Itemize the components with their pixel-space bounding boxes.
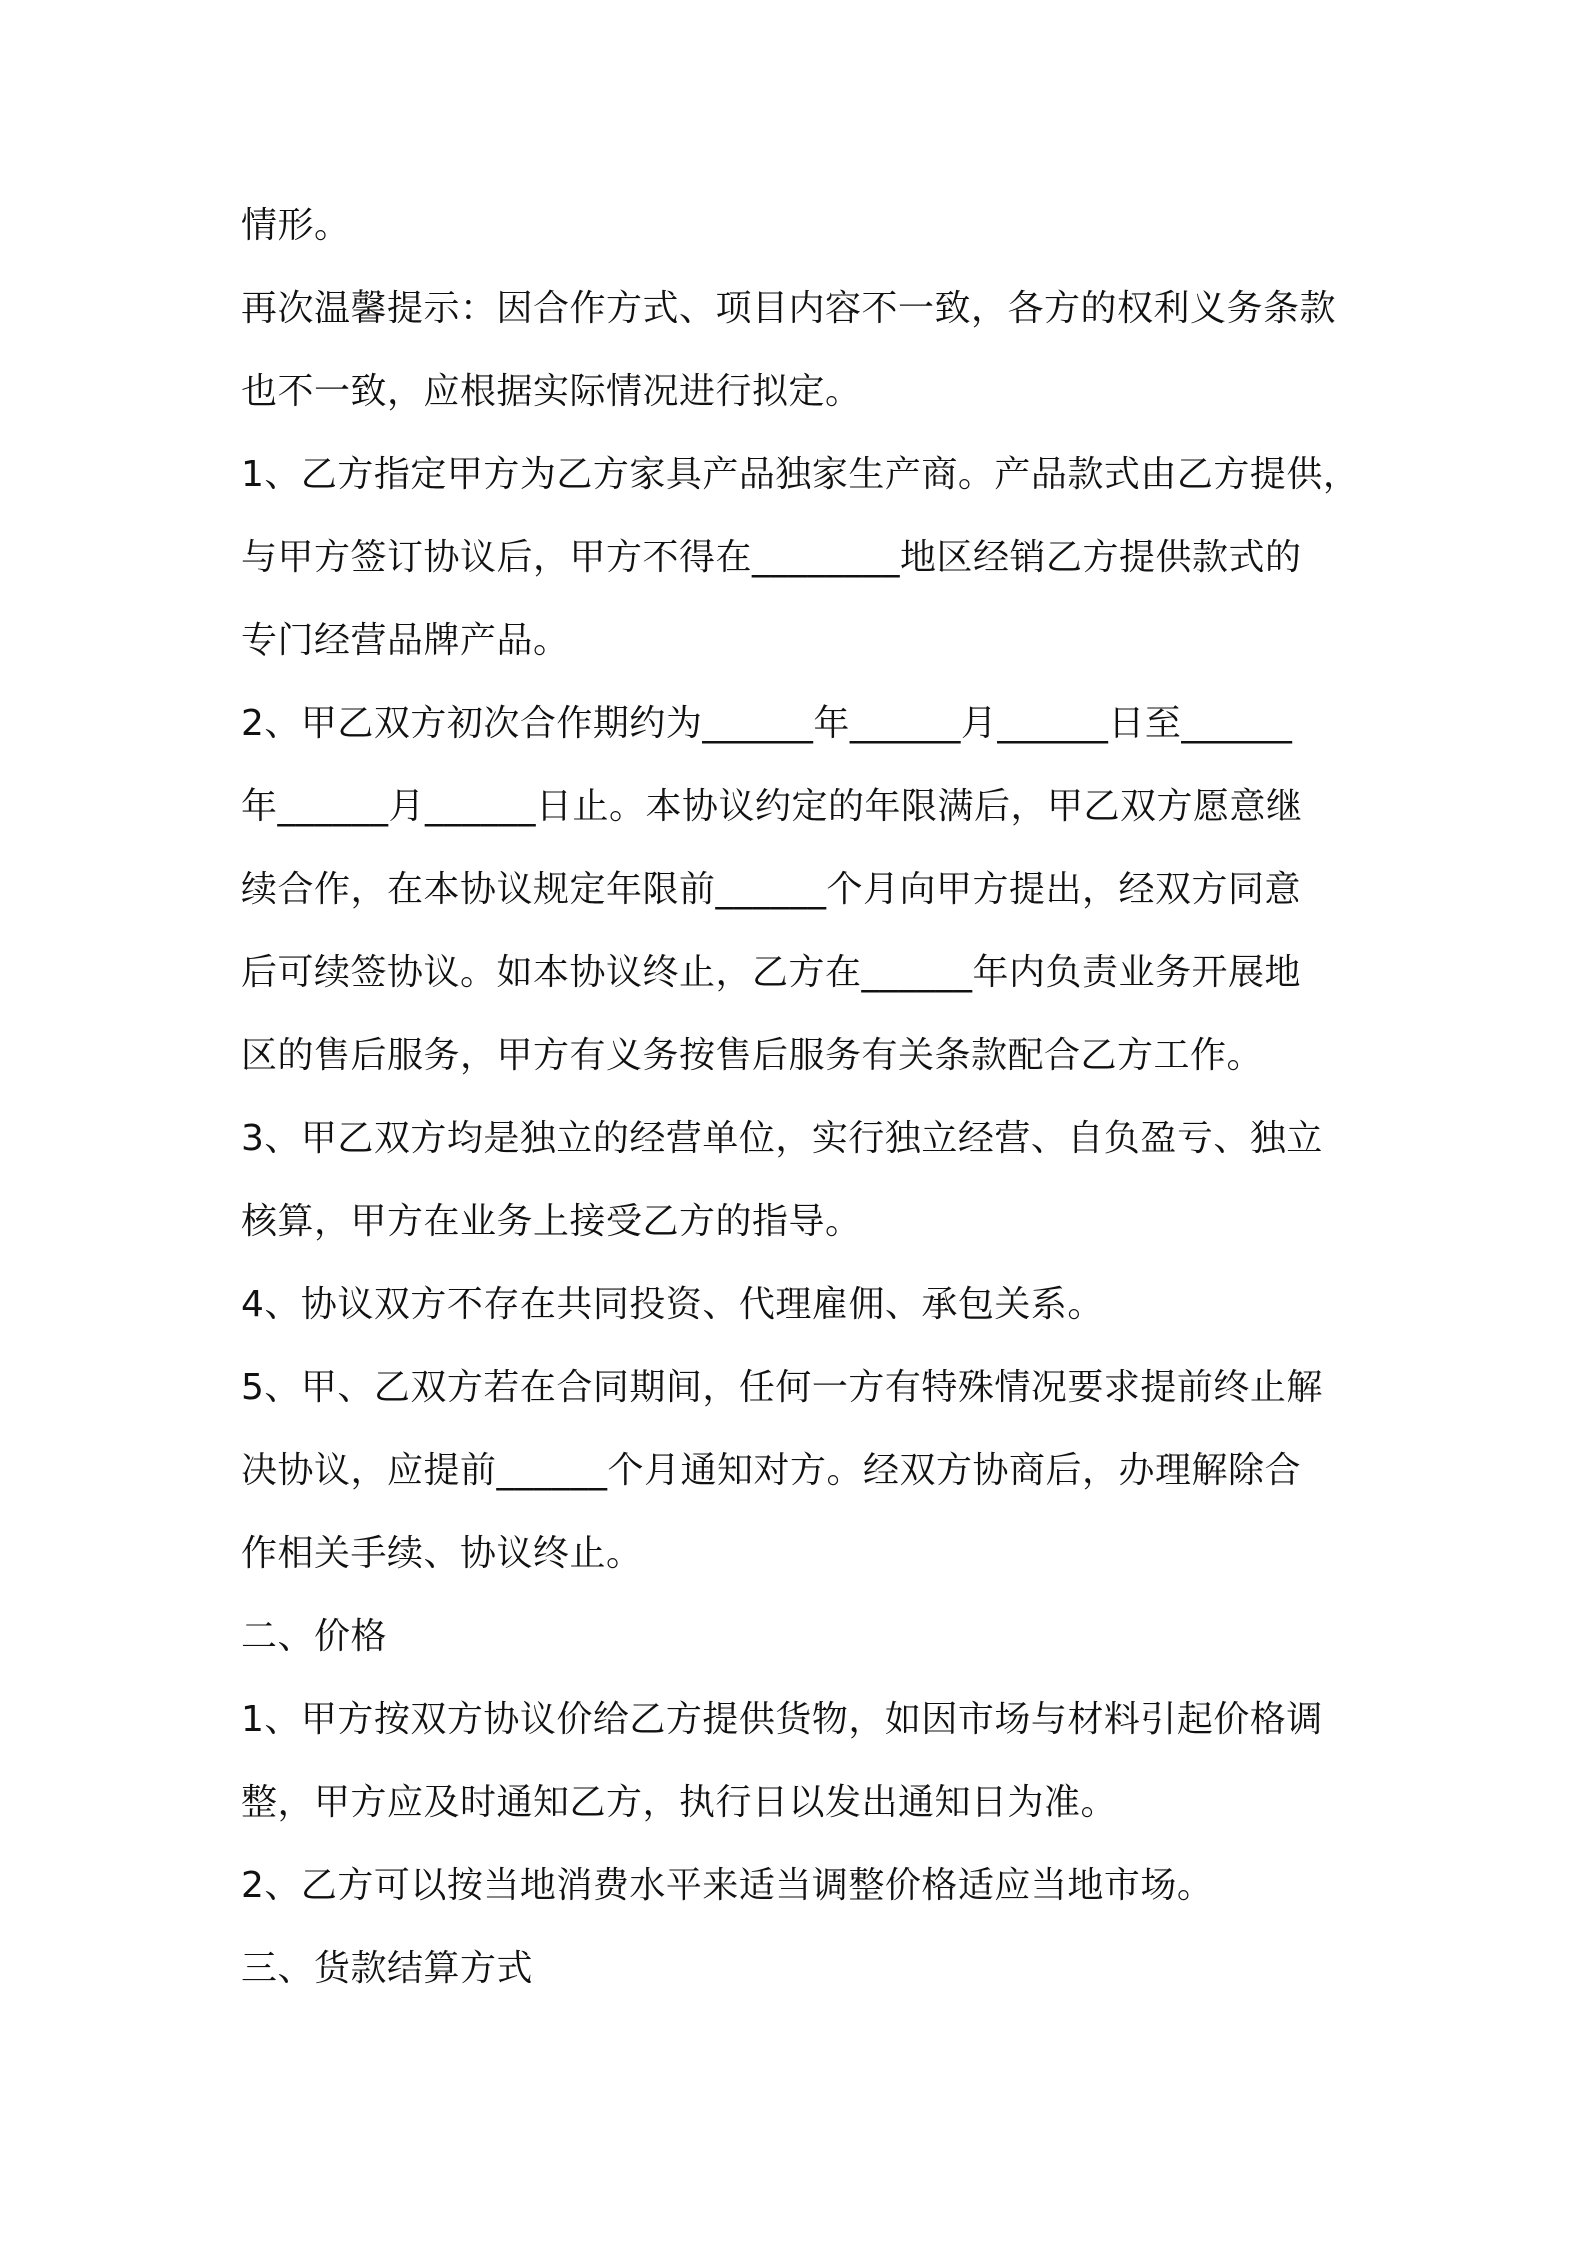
text-line: 核算，甲方在业务上接受乙方的指导。 (241, 1201, 862, 1242)
text-line: 作相关手续、协议终止。 (241, 1533, 643, 1574)
text-line: 专门经营品牌产品。 (241, 620, 570, 661)
text-line: 1、乙方指定甲方为乙方家具产品独家生产商。产品款式由乙方提供， (241, 454, 1360, 495)
text-line: 5、甲、乙双方若在合同期间，任何一方有特殊情况要求提前终止解 (241, 1367, 1323, 1408)
text-line: 4、协议双方不存在共同投资、代理雇佣、承包关系。 (241, 1284, 1104, 1325)
text-line: 续合作，在本协议规定年限前______个月向甲方提出，经双方同意 (241, 869, 1302, 910)
section-heading: 三、货款结算方式 (241, 1948, 534, 1989)
text-line: 1、甲方按双方协议价给乙方提供货物，如因市场与材料引起价格调 (241, 1699, 1323, 1740)
text-line: 后可续签协议。如本协议终止，乙方在______年内负责业务开展地 (241, 952, 1302, 993)
text-line: 再次温馨提示：因合作方式、项目内容不一致，各方的权利义务条款 (241, 288, 1337, 329)
text-line: 也不一致，应根据实际情况进行拟定。 (241, 371, 862, 412)
text-line: 与甲方签订协议后，甲方不得在________地区经销乙方提供款式的 (241, 537, 1302, 578)
text-line: 情形。 (241, 205, 351, 246)
text-line: 年______月______日止。本协议约定的年限满后，甲乙双方愿意继 (241, 786, 1303, 827)
section-heading: 二、价格 (241, 1616, 388, 1657)
text-line: 2、甲乙双方初次合作期约为______年______月______日至______ (241, 703, 1293, 744)
text-line: 决协议，应提前______个月通知对方。经双方协商后，办理解除合 (241, 1450, 1302, 1491)
text-line: 区的售后服务，甲方有义务按售后服务有关条款配合乙方工作。 (241, 1035, 1264, 1076)
text-line: 3、甲乙双方均是独立的经营单位，实行独立经营、自负盈亏、独立 (241, 1118, 1323, 1159)
text-line: 2、乙方可以按当地消费水平来适当调整价格适应当地市场。 (241, 1865, 1214, 1906)
text-line: 整，甲方应及时通知乙方，执行日以发出通知日为准。 (241, 1782, 1118, 1823)
